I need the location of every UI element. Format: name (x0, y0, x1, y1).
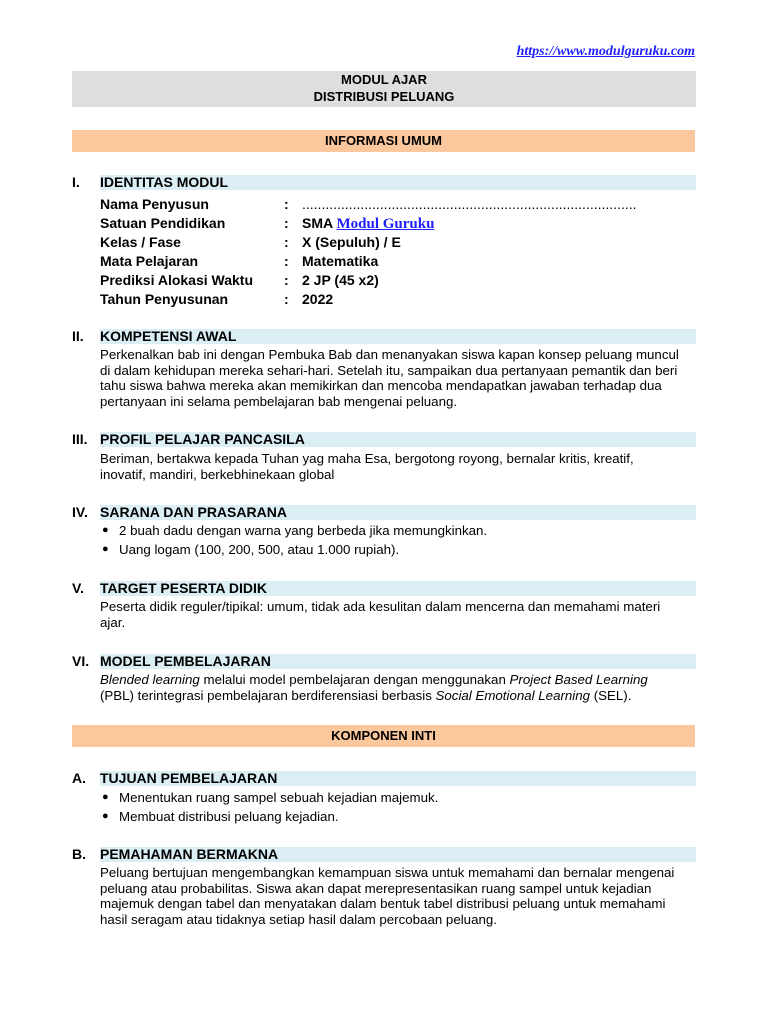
section-title: PEMAHAMAN BERMAKNA (100, 846, 279, 862)
italic-term: Social Emotional Learning (435, 687, 591, 703)
section-pemahaman-header (72, 847, 696, 862)
section-number: II. (72, 328, 84, 344)
row-colon: : (284, 196, 289, 212)
section-target-header (72, 581, 696, 596)
placeholder-dots: ...................................................................................... (302, 196, 637, 212)
identitas-row-penyusun (100, 195, 690, 214)
identitas-row-alokasi (100, 271, 690, 290)
row-label: Satuan Pendidikan (100, 215, 226, 231)
section-tujuan-header (72, 771, 696, 786)
list-item-text: Menentukan ruang sampel sebuah kejadian majemuk. (119, 790, 439, 805)
row-label: Nama Penyusun (100, 196, 209, 212)
identitas-table (100, 195, 690, 309)
row-colon: : (284, 253, 289, 269)
row-value: Matematika (302, 253, 379, 269)
document-title-box (72, 71, 696, 107)
section-title: SARANA DAN PRASARANA (100, 504, 287, 520)
section-identitas-header (72, 175, 696, 190)
website-link[interactable]: https://www.modulguruku.com (516, 44, 695, 59)
section-number: I. (72, 174, 80, 190)
section-kompetensi-header (72, 329, 696, 344)
list-item (100, 788, 680, 807)
row-value (302, 195, 637, 214)
section-title: MODEL PEMBELAJARAN (100, 653, 271, 669)
row-label: Mata Pelajaran (100, 253, 199, 269)
list-item (100, 807, 680, 826)
section-title: TARGET PESERTA DIDIK (100, 580, 267, 596)
row-colon: : (284, 234, 289, 250)
list-item-text: Membuat distribusi peluang kejadian. (119, 809, 339, 824)
profil-paragraph: Beriman, bertakwa kepada Tuhan yag maha Esa, bergotong royong, bernalar kritis, kreatif, inovatif, mandiri, berkebhinekaan global (100, 451, 634, 482)
section-number: B. (72, 846, 86, 862)
section-title: KOMPETENSI AWAL (100, 328, 237, 344)
italic-term: Blended learning (100, 672, 200, 687)
row-value: 2022 (302, 291, 334, 307)
section-sarana-header (72, 505, 696, 520)
title-line-2: DISTRIBUSI PELUANG (313, 89, 455, 104)
list-item-text: 2 buah dadu dengan warna yang berbeda jika memungkinkan. (119, 523, 488, 538)
section-number: III. (72, 431, 88, 447)
italic-term: Project Based Learning (509, 672, 648, 687)
text-run: (SEL). (590, 687, 632, 703)
row-label: Tahun Penyusunan (100, 291, 229, 307)
row-colon: : (284, 215, 289, 231)
row-colon: : (284, 291, 289, 307)
row-value: 2 JP (45 x2) (302, 272, 379, 288)
identitas-row-satuan (100, 214, 690, 233)
row-label: Prediksi Alokasi Waktu (100, 272, 254, 288)
pemahaman-paragraph: Peluang bertujuan mengembangkan kemampuan siswa untuk memahami dan bernalar mengenai peluang atau probabilitas. Siswa akan dapat merepresentasikan ruang sampel untuk kejadian majemuk dengan tabel dan menyatakan dalam bentuk tabel distribusi peluang untuk memahami hasil seragam atau tidaknya setiap hasil dalam percobaan peluang. (100, 865, 675, 927)
section-model-header (72, 654, 696, 669)
identitas-row-kelas (100, 233, 690, 252)
text-run: (PBL) terintegrasi pembelajaran berdiferensiasi berbasis (100, 687, 436, 703)
section-number: A. (72, 770, 86, 786)
informasi-umum-band: INFORMASI UMUM (72, 130, 695, 152)
row-value: X (Sepuluh) / E (302, 234, 401, 250)
bullet-icon: ● (102, 810, 109, 822)
bullet-icon: ● (102, 524, 109, 536)
model-paragraph (100, 672, 680, 703)
text-run: melalui model pembelajaran dengan menggunakan (199, 672, 510, 687)
tujuan-list (100, 788, 680, 826)
value-prefix: SMA (302, 215, 337, 231)
section-title: TUJUAN PEMBELAJARAN (100, 770, 278, 786)
section-number: V. (72, 580, 84, 596)
section-number: VI. (72, 653, 90, 669)
bullet-icon: ● (102, 543, 109, 555)
section-number: IV. (72, 504, 88, 520)
title-line-1: MODUL AJAR (341, 72, 427, 87)
section-profil-header (72, 432, 696, 447)
identitas-row-mapel (100, 252, 690, 271)
identitas-row-tahun (100, 290, 690, 309)
list-item (100, 521, 680, 540)
kompetensi-paragraph: Perkenalkan bab ini dengan Pembuka Bab dan menanyakan siswa kapan konsep peluang muncul di dalam kehidupan mereka sehari-hari. Setelah itu, sampaikan dua pertanyaan pemantik dan beri tahu siswa bahwa mereka akan memikirkan dan mencoba mendapatkan jawaban terhadap dua pertanyaan ini selama pembelajaran bab mengenai peluang. (100, 347, 679, 409)
list-item (100, 540, 680, 559)
section-title: PROFIL PELAJAR PANCASILA (100, 431, 305, 447)
sarana-list (100, 521, 680, 559)
section-title: IDENTITAS MODUL (100, 174, 229, 190)
target-paragraph: Peserta didik reguler/tipikal: umum, tidak ada kesulitan dalam mencerna dan memahami materi ajar. (100, 599, 661, 630)
list-item-text: Uang logam (100, 200, 500, atau 1.000 rupiah). (119, 542, 400, 557)
modul-guruku-link[interactable]: Modul Guruku (336, 216, 435, 232)
komponen-inti-band: KOMPONEN INTI (72, 725, 695, 747)
bullet-icon: ● (102, 791, 109, 803)
row-value (302, 214, 434, 234)
row-label: Kelas / Fase (100, 234, 181, 250)
row-colon: : (284, 272, 289, 288)
